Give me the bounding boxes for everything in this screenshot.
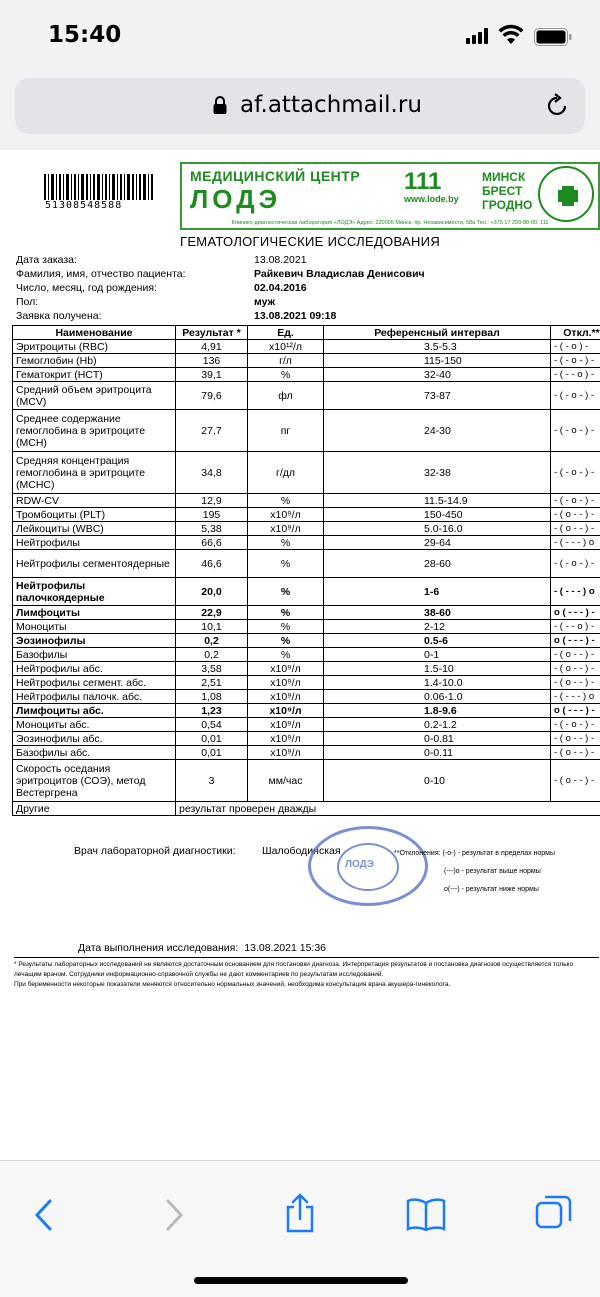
battery-icon bbox=[534, 28, 572, 46]
cell-deviation: - ( о - - ) - bbox=[551, 732, 600, 746]
doctor-name: Шалободинская bbox=[262, 845, 341, 857]
lock-icon bbox=[213, 96, 227, 114]
header-ref: Референсный интервал bbox=[324, 326, 551, 340]
footnote-line: При беременности некоторые показатели меняются относительно нормальных значений, необходима консультация врача акушера-гинеколога. bbox=[14, 981, 451, 988]
header-result: Результат * bbox=[176, 326, 248, 340]
results-table bbox=[12, 325, 600, 816]
table-row bbox=[13, 690, 600, 704]
cell-result: 39,1 bbox=[176, 368, 248, 382]
cell-name: Базофилы bbox=[13, 648, 176, 662]
cell-name: Лимфоциты абс. bbox=[13, 704, 176, 718]
cell-name: Средняя концентрация гемоглобина в эритроците (MCHC) bbox=[13, 452, 176, 494]
table-row bbox=[13, 746, 600, 760]
cell-unit: % bbox=[248, 550, 324, 578]
table-row bbox=[13, 606, 600, 620]
cell-name: Эритроциты (RBC) bbox=[13, 340, 176, 354]
cell-ref: 2-12 bbox=[324, 620, 551, 634]
info-row bbox=[16, 296, 596, 310]
info-value: 02.04.2016 bbox=[254, 282, 307, 294]
table-row bbox=[13, 578, 600, 606]
cell-unit: x10⁹/л bbox=[248, 690, 324, 704]
cell-ref: 32-38 bbox=[324, 452, 551, 494]
info-label: Дата заказа: bbox=[16, 254, 77, 266]
cell-name: Средний объем эритроцита (MCV) bbox=[13, 382, 176, 410]
table-row bbox=[13, 634, 600, 648]
cell-ref: 0-0.11 bbox=[324, 746, 551, 760]
cell-ref: 0.5-6 bbox=[324, 634, 551, 648]
share-icon[interactable] bbox=[283, 1193, 317, 1233]
table-row bbox=[13, 354, 600, 368]
cell-unit: x10⁹/л bbox=[248, 718, 324, 732]
cell-deviation: - ( о - - ) - bbox=[551, 676, 600, 690]
cell-ref: 150-450 bbox=[324, 508, 551, 522]
clinic-logo bbox=[180, 162, 600, 230]
logo-site: www.lode.by bbox=[404, 194, 459, 204]
deviation-legend bbox=[394, 845, 555, 899]
cell-unit: пг bbox=[248, 410, 324, 452]
status-time: 15:40 bbox=[48, 22, 122, 48]
cell-deviation: - ( - о ) - bbox=[551, 340, 600, 354]
cell-name: Эозинофилы bbox=[13, 634, 176, 648]
header-unit: Ед. bbox=[248, 326, 324, 340]
table-row bbox=[13, 648, 600, 662]
cell-deviation: - ( о - - ) - bbox=[551, 522, 600, 536]
cell-deviation: о ( - - - ) - bbox=[551, 606, 600, 620]
table-row bbox=[13, 452, 600, 494]
legend-item: (-о-) - результат в пределах нормы bbox=[442, 850, 556, 857]
cell-name: Нейтрофилы сегмент. абс. bbox=[13, 676, 176, 690]
table-row bbox=[13, 732, 600, 746]
info-row bbox=[16, 282, 596, 296]
cell-unit: x10⁹/л bbox=[248, 508, 324, 522]
bookmarks-icon[interactable] bbox=[406, 1197, 446, 1231]
cell-name: Нейтрофилы абс. bbox=[13, 662, 176, 676]
url-text[interactable]: af.attachmail.ru bbox=[240, 92, 422, 118]
cell-unit: % bbox=[248, 620, 324, 634]
info-row bbox=[16, 268, 596, 282]
cell-result: 0,2 bbox=[176, 648, 248, 662]
wifi-icon bbox=[498, 24, 524, 46]
logo-city: МИНСК bbox=[482, 170, 526, 184]
cell-deviation: - ( - - о ) - bbox=[551, 368, 600, 382]
doctor-label: Врач лабораторной диагностики: bbox=[74, 845, 236, 857]
table-row bbox=[13, 340, 600, 354]
cell-result: 27,7 bbox=[176, 410, 248, 452]
cell-unit: x10⁹/л bbox=[248, 704, 324, 718]
table-header-row bbox=[13, 326, 600, 340]
document-viewer[interactable] bbox=[0, 150, 600, 1160]
cell-deviation: о ( - - - ) - bbox=[551, 634, 600, 648]
cell-result: 20,0 bbox=[176, 578, 248, 606]
cell-result: 0,01 bbox=[176, 732, 248, 746]
table-row bbox=[13, 704, 600, 718]
cell-ref: 38-60 bbox=[324, 606, 551, 620]
cell-other-value: результат проверен дважды bbox=[176, 802, 600, 816]
cell-unit: % bbox=[248, 648, 324, 662]
cell-name: Гемоглобин (Hb) bbox=[13, 354, 176, 368]
cell-ref: 1.5-10 bbox=[324, 662, 551, 676]
cell-deviation: - ( о - - ) - bbox=[551, 746, 600, 760]
table-row bbox=[13, 676, 600, 690]
cell-ref: 3.5-5.3 bbox=[324, 340, 551, 354]
logo-address: Клинико-диагностическая лаборатория «ЛОДЭ» Адрес: 220005 Минск, пр. Независимости, 58а Тел.: +375 17 293-88-00, 111 bbox=[231, 220, 549, 226]
cell-unit: г/дл bbox=[248, 452, 324, 494]
cell-result: 66,6 bbox=[176, 536, 248, 550]
table-row bbox=[13, 382, 600, 410]
header-name: Наименование bbox=[13, 326, 176, 340]
cell-unit: x10⁹/л bbox=[248, 676, 324, 690]
cell-result: 4,91 bbox=[176, 340, 248, 354]
table-row bbox=[13, 550, 600, 578]
cell-result: 12,9 bbox=[176, 494, 248, 508]
legend-item: (---)о - результат выше нормы bbox=[444, 868, 541, 875]
table-row bbox=[13, 662, 600, 676]
cell-deviation: - ( - - - ) о bbox=[551, 690, 600, 704]
table-row bbox=[13, 508, 600, 522]
cell-name: Нейтрофилы bbox=[13, 536, 176, 550]
cell-result: 3,58 bbox=[176, 662, 248, 676]
cell-unit: % bbox=[248, 606, 324, 620]
info-value: Райкевич Владислав Денисович bbox=[254, 268, 425, 280]
cell-ref: 1.8-9.6 bbox=[324, 704, 551, 718]
cell-deviation: - ( о - - ) - bbox=[551, 662, 600, 676]
cell-unit: % bbox=[248, 578, 324, 606]
cell-ref: 32-40 bbox=[324, 368, 551, 382]
info-value: муж bbox=[254, 296, 276, 308]
cell-ref: 73-87 bbox=[324, 382, 551, 410]
cell-ref: 115-150 bbox=[324, 354, 551, 368]
status-bar bbox=[0, 0, 600, 70]
cell-result: 136 bbox=[176, 354, 248, 368]
barcode-number: 51308548588 bbox=[45, 200, 123, 211]
info-row bbox=[16, 254, 596, 268]
home-indicator bbox=[194, 1277, 408, 1284]
cell-deviation: о ( - - - ) - bbox=[551, 704, 600, 718]
logo-city: БРЕСТ bbox=[482, 184, 523, 198]
back-icon[interactable] bbox=[32, 1197, 56, 1233]
table-row-other bbox=[13, 802, 600, 816]
cell-unit: % bbox=[248, 494, 324, 508]
cell-result: 34,8 bbox=[176, 452, 248, 494]
cell-result: 10,1 bbox=[176, 620, 248, 634]
cell-result: 46,6 bbox=[176, 550, 248, 578]
header-deviation: Откл.** bbox=[551, 326, 600, 340]
quality-seal-icon bbox=[538, 166, 594, 222]
info-value: 13.08.2021 bbox=[254, 254, 307, 266]
cell-result: 0,54 bbox=[176, 718, 248, 732]
table-row bbox=[13, 536, 600, 550]
cell-result: 2,51 bbox=[176, 676, 248, 690]
barcode bbox=[44, 174, 154, 200]
logo-city: ГРОДНО bbox=[482, 198, 533, 212]
table-row bbox=[13, 368, 600, 382]
cell-name: Нейтрофилы палочкоядерные bbox=[13, 578, 176, 606]
reload-icon[interactable] bbox=[543, 92, 571, 120]
cell-ref: 28-60 bbox=[324, 550, 551, 578]
cell-unit: % bbox=[248, 368, 324, 382]
cell-ref: 5.0-16.0 bbox=[324, 522, 551, 536]
tabs-icon[interactable] bbox=[535, 1193, 573, 1231]
cellular-signal-icon bbox=[466, 28, 488, 44]
cell-deviation: - ( о - - ) - bbox=[551, 508, 600, 522]
table-row bbox=[13, 620, 600, 634]
cell-ref: 0.06-1.0 bbox=[324, 690, 551, 704]
cell-result: 1,08 bbox=[176, 690, 248, 704]
info-label: Число, месяц, год рождения: bbox=[16, 282, 157, 294]
completion-date bbox=[78, 942, 326, 954]
cell-ref: 0-1 bbox=[324, 648, 551, 662]
cell-result: 5,38 bbox=[176, 522, 248, 536]
cell-unit: x10⁹/л bbox=[248, 746, 324, 760]
cell-unit: x10⁹/л bbox=[248, 662, 324, 676]
table-row bbox=[13, 760, 600, 802]
cell-deviation: - ( - о - ) - bbox=[551, 410, 600, 452]
logo-brand: ЛОДЭ bbox=[190, 184, 282, 214]
cell-unit: x10⁹/л bbox=[248, 732, 324, 746]
cell-deviation: - ( - - о ) - bbox=[551, 620, 600, 634]
cell-name: Скорость оседания эритроцитов (СОЭ), метод Вестергрена bbox=[13, 760, 176, 802]
table-row bbox=[13, 522, 600, 536]
cell-ref: 29-64 bbox=[324, 536, 551, 550]
footnote-line: * Результаты лабораторных исследований не являются достаточным основанием для постановки диагноза. Интерпретация результатов и постановка диагнозов осуществляется только лечащим врачом. Сотрудники информационно-справочной службы не дают комментариев по результатам исследований. bbox=[14, 961, 574, 978]
cell-ref: 0-0.81 bbox=[324, 732, 551, 746]
cell-ref: 0-10 bbox=[324, 760, 551, 802]
cell-unit: г/л bbox=[248, 354, 324, 368]
cell-name: Нейтрофилы палочк. абс. bbox=[13, 690, 176, 704]
cell-deviation: - ( - - - ) о bbox=[551, 536, 600, 550]
cell-name: Моноциты bbox=[13, 620, 176, 634]
cell-unit: x10¹²/л bbox=[248, 340, 324, 354]
cell-deviation: - ( о - - ) - bbox=[551, 648, 600, 662]
completion-label: Дата выполнения исследования: bbox=[78, 942, 239, 954]
cell-ref: 11.5-14.9 bbox=[324, 494, 551, 508]
completion-value: 13.08.2021 15:36 bbox=[244, 942, 327, 954]
patient-info bbox=[16, 254, 596, 324]
logo-title: МЕДИЦИНСКИЙ ЦЕНТР bbox=[190, 168, 361, 184]
cell-deviation: - ( - о - ) - bbox=[551, 718, 600, 732]
cell-name: Базофилы абс. bbox=[13, 746, 176, 760]
cell-unit: фл bbox=[248, 382, 324, 410]
report-title: ГЕМАТОЛОГИЧЕСКИЕ ИССЛЕДОВАНИЯ bbox=[180, 234, 441, 249]
cell-name: Эозинофилы абс. bbox=[13, 732, 176, 746]
table-row bbox=[13, 410, 600, 452]
cell-result: 195 bbox=[176, 508, 248, 522]
cell-name: RDW-CV bbox=[13, 494, 176, 508]
cell-deviation: - ( - - - ) о bbox=[551, 578, 600, 606]
info-label: Заявка получена: bbox=[16, 310, 102, 322]
cell-unit: мм/час bbox=[248, 760, 324, 802]
address-bar[interactable] bbox=[15, 78, 585, 134]
browser-toolbar bbox=[0, 1160, 600, 1297]
cell-deviation: - ( о - - ) - bbox=[551, 760, 600, 802]
info-label: Пол: bbox=[16, 296, 39, 308]
cell-deviation: - ( - о - ) - bbox=[551, 354, 600, 368]
cell-result: 0,01 bbox=[176, 746, 248, 760]
cell-result: 79,6 bbox=[176, 382, 248, 410]
logo-phone: 111 bbox=[404, 168, 442, 195]
table-row bbox=[13, 718, 600, 732]
cell-name: Другие bbox=[13, 802, 176, 816]
cell-result: 22,9 bbox=[176, 606, 248, 620]
cell-name: Среднее содержание гемоглобина в эритроците (MCH) bbox=[13, 410, 176, 452]
cell-name: Лейкоциты (WBC) bbox=[13, 522, 176, 536]
cell-name: Моноциты абс. bbox=[13, 718, 176, 732]
cell-deviation: - ( - о - ) - bbox=[551, 382, 600, 410]
cell-unit: % bbox=[248, 634, 324, 648]
cell-deviation: - ( - о - ) - bbox=[551, 494, 600, 508]
cell-result: 3 bbox=[176, 760, 248, 802]
legend-title: **Отклонения: bbox=[394, 850, 441, 857]
cell-ref: 1.4-10.0 bbox=[324, 676, 551, 690]
table-row bbox=[13, 494, 600, 508]
legend-item: о(---) - результат ниже нормы bbox=[444, 886, 539, 893]
info-value: 13.08.2021 09:18 bbox=[254, 310, 337, 322]
cell-unit: x10⁹/л bbox=[248, 522, 324, 536]
cell-name: Гематокрит (HCT) bbox=[13, 368, 176, 382]
cell-result: 0,2 bbox=[176, 634, 248, 648]
cell-result: 1,23 bbox=[176, 704, 248, 718]
info-label: Фамилия, имя, отчество пациента: bbox=[16, 268, 186, 280]
cell-ref: 24-30 bbox=[324, 410, 551, 452]
logo-cities bbox=[482, 170, 532, 212]
forward-icon[interactable] bbox=[162, 1197, 186, 1233]
info-row bbox=[16, 310, 596, 324]
cell-ref: 0.2-1.2 bbox=[324, 718, 551, 732]
cell-name: Нейтрофилы сегментоядерные bbox=[13, 550, 176, 578]
cell-name: Тромбоциты (PLT) bbox=[13, 508, 176, 522]
cell-unit: % bbox=[248, 536, 324, 550]
cell-deviation: - ( - о - ) - bbox=[551, 550, 600, 578]
cell-ref: 1-6 bbox=[324, 578, 551, 606]
cell-name: Лимфоциты bbox=[13, 606, 176, 620]
footnote bbox=[14, 957, 599, 990]
stamp-text: ЛОДЭ bbox=[345, 859, 374, 870]
cell-deviation: - ( - о - ) - bbox=[551, 452, 600, 494]
